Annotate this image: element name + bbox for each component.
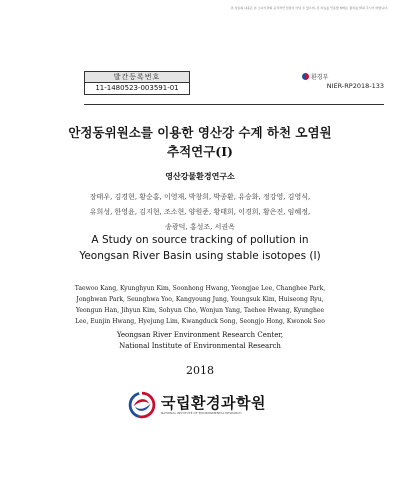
authors-korean-line1: 장태우, 김경현, 황순홍, 이영재, 박창희, 박종환, 유승화, 정강영, 김영식,: [89, 193, 311, 201]
institute-korean: 영산강물환경연구소: [165, 171, 235, 181]
header-notice: 본 자료의 내용은 본 소속기관의 공식적인 입장이 아닐 수 있으며, 본 자료를 인용할 때에는 출처를 밝혀 주시기 바랍니다.: [230, 6, 388, 10]
registration-number: 11-1480523-003591-01: [95, 84, 179, 92]
institute-english-line1: Yeongsan River Environment Research Center,: [116, 331, 284, 339]
report-number: NIER-RP2018-133: [326, 82, 384, 90]
authors-english-line3: Yeongun Han, Jihyun Kim, Sohyun Cho, Wonjun Yang, Taehee Hwang, Kyunghee: [75, 307, 325, 314]
korean-title: [0, 123, 400, 161]
institute-english: [0, 330, 400, 352]
authors-english: [0, 283, 400, 327]
authors-english-line1: Taewoo Kang, Kyunghyun Kim, Soonhong Hwang, Yeongjae Lee, Changhee Park,: [74, 285, 326, 292]
taegeuk-swirl-icon: [128, 391, 156, 419]
divider: [84, 104, 384, 105]
logo-name-english: NATIONAL INSTITUTE OF ENVIRONMENTAL RESEARCH: [161, 410, 242, 415]
english-title-line2: Yeongsan River Basin using stable isotopes (Ⅰ): [79, 250, 321, 262]
authors-korean: [0, 190, 400, 235]
korean-title-line1: 안정동위원소를 이용한 영산강 수계 하천 오염원: [68, 125, 332, 140]
korean-title-line2: 추적연구(Ⅰ): [167, 144, 233, 159]
authors-english-line2: Jonghwan Park, Seunghwa Yoo, Kangyoung Jung, Youngsuk Kim, Huiseong Ryu,: [76, 296, 324, 303]
ministry-name: 환경부: [311, 74, 329, 81]
authors-korean-line3: 송광덕, 홍성조, 서권옥: [165, 223, 235, 231]
publication-year: 2018: [186, 364, 214, 377]
logo-name-korean: 국립환경과학원: [161, 393, 266, 412]
institute-english-line2: National Institute of Environmental Research: [119, 342, 281, 350]
registration-box: [84, 71, 190, 95]
authors-korean-line2: 유희성, 한영윤, 김지현, 조소현, 양원준, 황태희, 이경희, 황은진, 임혜정,: [89, 208, 311, 216]
english-title: [0, 232, 400, 264]
ministry-emblem-icon: [302, 73, 309, 80]
registration-label: 발간등록번호: [85, 72, 189, 83]
authors-english-line4: Lee, Eunjin Hwang, Hyejung Lim, Kwangduck Song, Seongjo Hong, Kwonok Seo: [75, 318, 325, 325]
nier-logo: [128, 388, 288, 422]
ministry-logo: [302, 72, 382, 81]
english-title-line1: A Study on source tracking of pollution in: [91, 234, 309, 246]
